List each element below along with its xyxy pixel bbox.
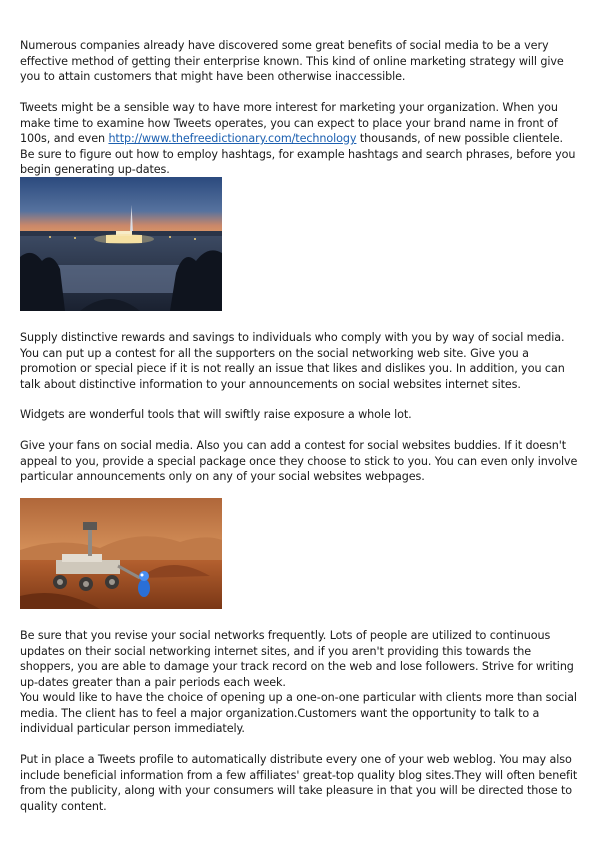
paragraph-2 (20, 100, 580, 178)
paragraph-6: Be sure that you revise your social networks frequently. Lots of people are utilized to continuous updates on their social networking internet sites, and if you aren't providing this towards the shoppers, you are able to damage your track record on the web and lose followers. Strive for writing up-dates greater than a pair periods each week. (20, 629, 574, 689)
paragraph-4: Widgets are wonderful tools that will swiftly raise exposure a whole lot. (20, 408, 412, 421)
paragraph-7: You would like to have the choice of opening up a one-on-one particular with clients more than social media. The client has to feel a major organization.Customers want the opportunity to talk to a individual particular person immediately. (20, 691, 577, 735)
thefreedictionary-link[interactable]: http://www.thefreedictionary.com/technology (108, 132, 357, 145)
paragraph-8: Put in place a Tweets profile to automatically distribute every one of your web weblog. You may also include beneficial information from a few affiliates' great-top quality blog sites.They will often benefit from the publicity, along with your consumers will take pleasure in that you will be directed those to quality content. (20, 753, 578, 813)
paragraph-2-text-before: Tweets might be a sensible way to have more interest for marketing your organization. When you make time to examine how Tweets operates, you can expect to place your brand name in front of 100s, and even (20, 101, 558, 145)
paragraph-5: Give your fans on social media. Also you can add a contest for social websites buddies. If it doesn't appeal to you, provide a special package once they choose to stick to you. You can even only involve particular announcements only on any of your social websites webpages. (20, 439, 578, 483)
white-house-night-photo (20, 177, 222, 311)
paragraph-2-text-after: thousands, of new possible clientele. Be sure to figure out how to employ hashtags, for example hashtags and search phrases, before you begin generating up-dates. (20, 132, 576, 176)
paragraph-3: Supply distinctive rewards and savings to individuals who comply with you by way of social media. You can put up a contest for all the supporters on the social networking web site. Give you a promotion or special piece if it is not really an issue that likes and dislikes you. In addition, you can talk about distinctive information to your announcements on social websites internet sites. (20, 331, 565, 391)
mars-rover-photo (20, 498, 222, 609)
paragraph-1: Numerous companies already have discovered some great benefits of social media to be a very effective method of getting their enterprise known. This kind of online marketing strategy will give you to attain customers that might have been otherwise inaccessible. (20, 39, 564, 83)
